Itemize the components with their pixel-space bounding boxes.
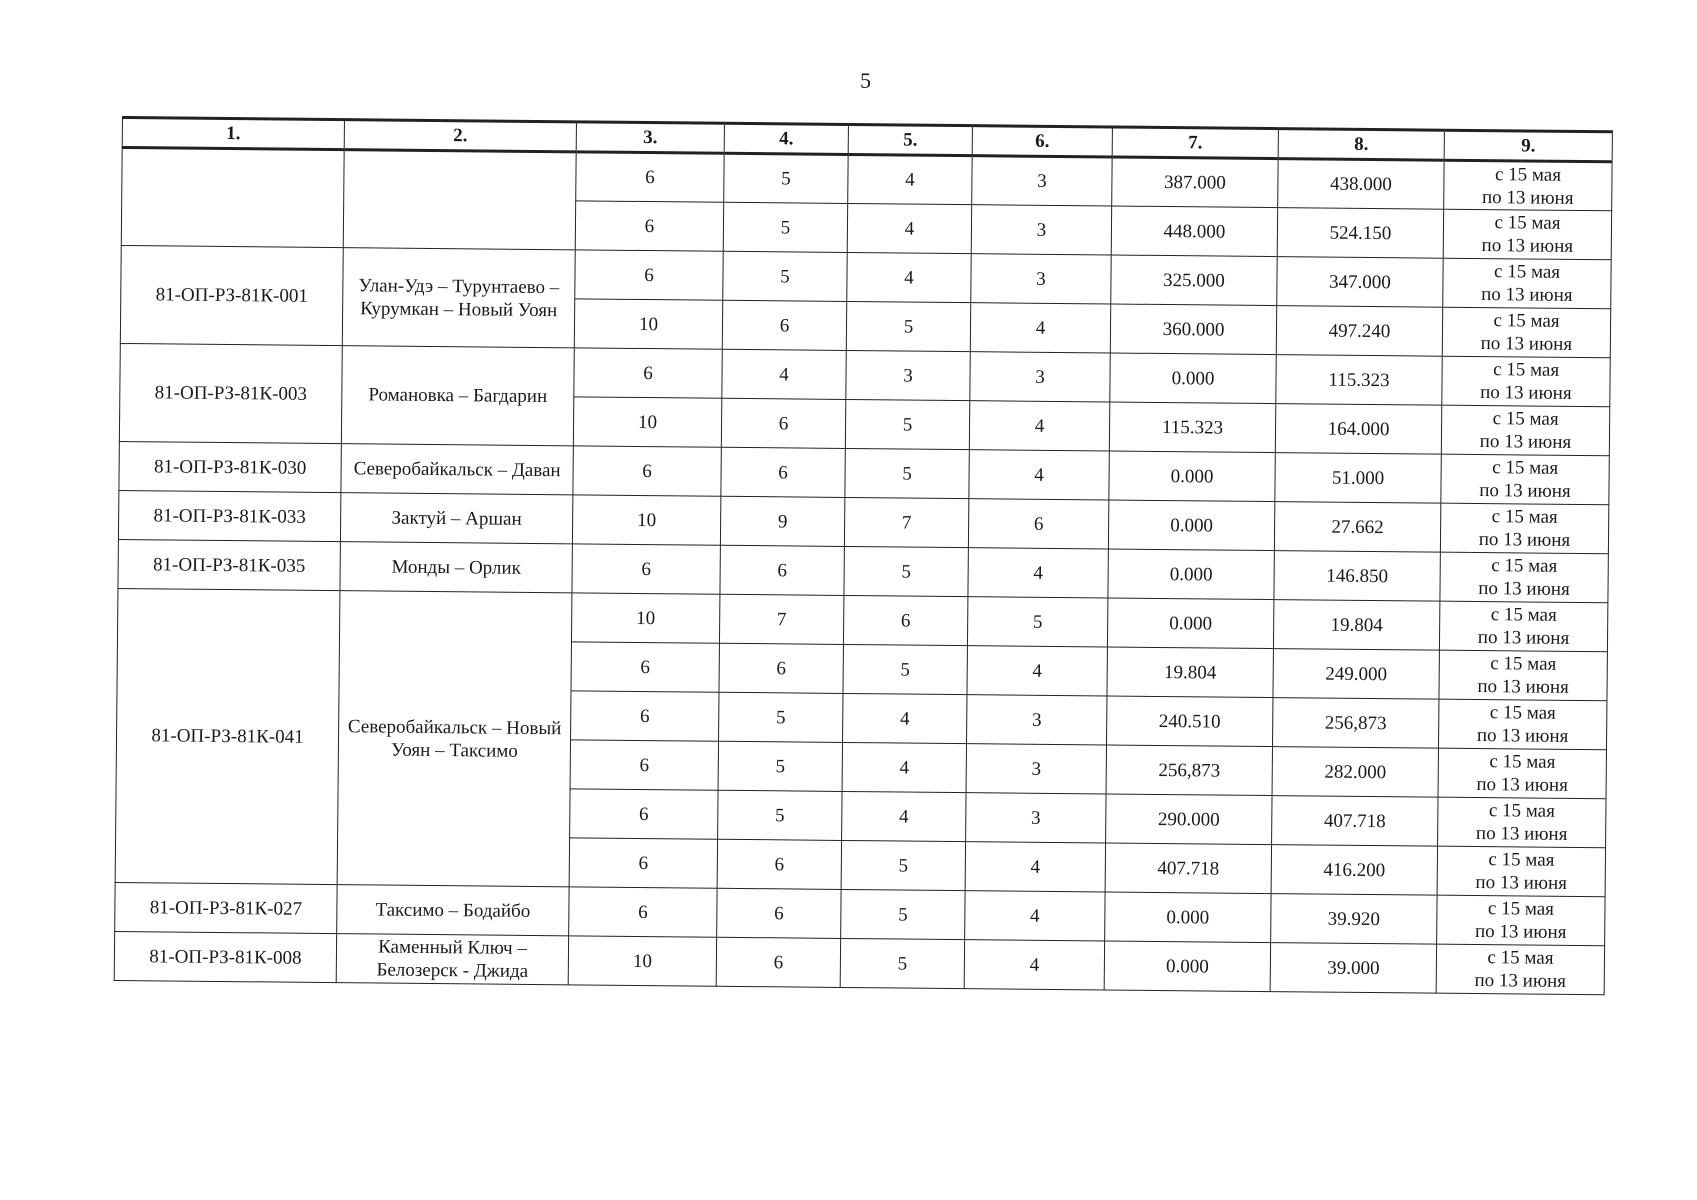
period-from: с 15 мая xyxy=(1494,212,1561,234)
axle-value-cell: 6 xyxy=(572,544,720,594)
period-from: с 15 мая xyxy=(1493,261,1561,283)
load-value-cell: 3 xyxy=(970,352,1110,402)
column-header: 2. xyxy=(344,120,576,152)
period-to: по 13 июня xyxy=(1481,186,1574,209)
period-cell xyxy=(1438,699,1606,750)
road-code-cell: 81-ОП-РЗ-81К-027 xyxy=(115,882,337,933)
km-end-cell: 497.240 xyxy=(1276,306,1442,357)
km-start-cell: 448.000 xyxy=(1111,206,1277,257)
load-value-cell: 5 xyxy=(845,399,969,449)
km-end-cell: 51.000 xyxy=(1275,453,1441,504)
period-from: с 15 мая xyxy=(1491,506,1558,528)
period-cell xyxy=(1440,552,1608,603)
period-to: по 13 июня xyxy=(1475,823,1568,845)
load-value-cell: 6 xyxy=(719,643,843,693)
road-code-cell: 81-ОП-РЗ-81К-035 xyxy=(118,539,340,590)
period-from: с 15 мая xyxy=(1488,800,1555,822)
km-end-cell: 249.000 xyxy=(1273,649,1439,700)
load-value-cell: 6 xyxy=(720,545,844,595)
period-cell xyxy=(1441,405,1609,456)
load-value-cell: 6 xyxy=(968,499,1108,549)
route-name-cell: Северобайкальск – Даван xyxy=(341,444,573,495)
km-end-cell: 416.200 xyxy=(1271,845,1437,896)
period-cell xyxy=(1443,209,1611,260)
load-value-cell: 4 xyxy=(965,891,1105,941)
km-end-cell: 347.000 xyxy=(1277,257,1443,308)
axle-value-cell: 10 xyxy=(568,936,716,986)
period-from: с 15 мая xyxy=(1488,849,1555,871)
km-start-cell: 0.000 xyxy=(1104,941,1270,992)
axle-value-cell: 10 xyxy=(572,495,720,545)
period-cell xyxy=(1437,895,1605,946)
road-code-cell: 81-ОП-РЗ-81К-001 xyxy=(120,245,343,345)
period-cell xyxy=(1442,356,1610,407)
road-code-cell xyxy=(121,148,344,248)
axle-value-cell: 6 xyxy=(575,201,723,251)
km-end-cell: 39.920 xyxy=(1271,894,1437,945)
page-number: 5 xyxy=(860,68,871,93)
column-header: 3. xyxy=(576,122,724,153)
load-value-cell: 7 xyxy=(719,594,843,644)
column-header: 9. xyxy=(1444,130,1612,162)
load-value-cell: 4 xyxy=(964,940,1104,990)
load-value-cell: 3 xyxy=(971,254,1111,304)
period-to: по 13 июня xyxy=(1476,774,1568,796)
load-value-cell: 3 xyxy=(972,156,1112,206)
km-start-cell: 0.000 xyxy=(1107,598,1273,649)
load-value-cell: 4 xyxy=(848,154,972,204)
period-from: с 15 мая xyxy=(1489,702,1556,724)
period-cell xyxy=(1442,307,1610,358)
load-value-cell: 6 xyxy=(843,595,967,645)
route-name-cell: Каменный Ключ – Белозерск - Джида xyxy=(336,934,568,985)
column-header: 8. xyxy=(1278,129,1444,161)
km-end-cell: 115.323 xyxy=(1276,355,1442,406)
period-to: по 13 июня xyxy=(1478,529,1571,551)
period-from: с 15 мая xyxy=(1492,457,1559,479)
km-start-cell: 407.718 xyxy=(1105,843,1271,894)
load-value-cell: 3 xyxy=(966,793,1106,843)
km-start-cell: 115.323 xyxy=(1109,402,1275,453)
axle-value-cell: 6 xyxy=(571,691,719,741)
axle-value-cell: 6 xyxy=(575,250,723,300)
km-end-cell: 146.850 xyxy=(1274,551,1440,602)
load-value-cell: 4 xyxy=(970,303,1110,353)
period-cell xyxy=(1439,650,1607,701)
column-header: 1. xyxy=(122,118,344,150)
period-from: с 15 мая xyxy=(1487,898,1555,920)
axle-value-cell: 6 xyxy=(570,789,718,839)
km-end-cell: 407.718 xyxy=(1272,796,1438,847)
axle-value-cell: 10 xyxy=(574,299,722,349)
load-value-cell: 5 xyxy=(845,448,969,498)
load-value-cell: 5 xyxy=(718,741,842,791)
route-name-cell: Таксимо – Бодайбо xyxy=(337,885,569,936)
km-start-cell: 360.000 xyxy=(1110,304,1276,355)
period-to: по 13 июня xyxy=(1478,578,1570,600)
km-start-cell: 19.804 xyxy=(1107,647,1273,698)
period-cell xyxy=(1440,503,1608,554)
period-from: с 15 мая xyxy=(1487,947,1554,969)
column-header: 4. xyxy=(724,123,848,154)
load-value-cell: 6 xyxy=(716,937,840,987)
column-header: 5. xyxy=(848,124,972,155)
period-to: по 13 июня xyxy=(1477,676,1569,698)
load-value-cell: 5 xyxy=(723,202,847,252)
axle-value-cell: 6 xyxy=(571,642,719,692)
km-start-cell: 0.000 xyxy=(1108,549,1274,600)
axle-value-cell: 6 xyxy=(576,152,724,202)
period-to: по 13 июня xyxy=(1481,284,1573,306)
load-value-cell: 6 xyxy=(721,398,845,448)
period-to: по 13 июня xyxy=(1480,333,1573,355)
period-to: по 13 июня xyxy=(1474,921,1567,943)
road-code-cell: 81-ОП-РЗ-81К-041 xyxy=(115,588,340,884)
km-start-cell: 387.000 xyxy=(1112,157,1278,208)
column-header: 7. xyxy=(1112,127,1278,159)
km-end-cell: 19.804 xyxy=(1273,600,1439,651)
period-to: по 13 июня xyxy=(1475,872,1568,894)
route-name-cell: Монды – Орлик xyxy=(340,542,572,593)
period-cell xyxy=(1441,454,1609,505)
period-cell xyxy=(1438,748,1606,799)
axle-value-cell: 6 xyxy=(570,740,718,790)
load-value-cell: 5 xyxy=(843,644,967,694)
axle-value-cell: 6 xyxy=(574,348,722,398)
route-name-cell: Романовка – Багдарин xyxy=(341,346,574,446)
km-start-cell: 290.000 xyxy=(1106,794,1272,845)
load-value-cell: 5 xyxy=(723,251,847,301)
load-value-cell: 5 xyxy=(844,546,968,596)
route-name-cell: Северобайкальск – Новый Уоян – Таксимо xyxy=(337,591,572,887)
load-value-cell: 4 xyxy=(968,548,1108,598)
period-from: с 15 мая xyxy=(1490,604,1557,626)
period-to: по 13 июня xyxy=(1477,627,1570,649)
km-end-cell: 164.000 xyxy=(1275,404,1441,455)
load-value-cell: 5 xyxy=(840,938,964,988)
road-code-cell: 81-ОП-РЗ-81К-008 xyxy=(114,931,336,982)
column-header: 6. xyxy=(972,126,1112,157)
load-value-cell: 6 xyxy=(717,888,841,938)
period-to: по 13 июня xyxy=(1479,431,1572,453)
period-from: с 15 мая xyxy=(1489,751,1556,773)
period-cell xyxy=(1444,160,1612,211)
load-value-cell: 5 xyxy=(718,790,842,840)
load-value-cell: 5 xyxy=(846,301,970,351)
load-value-cell: 7 xyxy=(844,497,968,547)
load-value-cell: 5 xyxy=(724,153,848,203)
load-value-cell: 5 xyxy=(841,889,965,939)
load-value-cell: 4 xyxy=(843,693,967,743)
km-start-cell: 240.510 xyxy=(1107,696,1273,747)
load-value-cell: 4 xyxy=(842,791,966,841)
km-end-cell: 27.662 xyxy=(1274,502,1440,553)
load-value-cell: 6 xyxy=(722,300,846,350)
period-cell xyxy=(1443,258,1611,309)
route-name-cell: Улан-Удэ – Турунтаево – Курумкан – Новый Уоян xyxy=(342,248,575,348)
km-end-cell: 256,873 xyxy=(1273,698,1439,749)
period-cell xyxy=(1439,601,1607,652)
period-from: с 15 мая xyxy=(1493,310,1560,332)
km-start-cell: 0.000 xyxy=(1108,500,1274,551)
load-value-cell: 9 xyxy=(720,496,844,546)
load-value-cell: 6 xyxy=(721,447,845,497)
km-end-cell: 524.150 xyxy=(1277,208,1443,259)
axle-value-cell: 10 xyxy=(573,397,721,447)
load-value-cell: 4 xyxy=(847,252,971,302)
load-value-cell: 5 xyxy=(719,692,843,742)
period-from: с 15 мая xyxy=(1494,163,1562,186)
load-value-cell: 4 xyxy=(847,203,971,253)
km-start-cell: 0.000 xyxy=(1109,451,1275,502)
road-code-cell: 81-ОП-РЗ-81К-033 xyxy=(118,490,340,541)
period-to: по 13 июня xyxy=(1481,235,1574,257)
load-value-cell: 4 xyxy=(969,401,1109,451)
axle-value-cell: 6 xyxy=(569,887,717,937)
period-to: по 13 июня xyxy=(1474,970,1567,992)
km-end-cell: 438.000 xyxy=(1278,159,1444,210)
axle-value-cell: 6 xyxy=(569,838,717,888)
km-end-cell: 39.000 xyxy=(1270,943,1436,994)
axle-value-cell: 6 xyxy=(573,446,721,496)
period-cell xyxy=(1437,846,1605,897)
route-name-cell xyxy=(343,150,576,250)
load-value-cell: 4 xyxy=(965,842,1105,892)
period-to: по 13 июня xyxy=(1476,725,1569,747)
road-restrictions-table xyxy=(114,116,1613,995)
load-value-cell: 4 xyxy=(967,646,1107,696)
load-value-cell: 6 xyxy=(717,839,841,889)
load-value-cell: 5 xyxy=(967,597,1107,647)
period-to: по 13 июня xyxy=(1479,480,1571,502)
table-body xyxy=(114,148,1612,995)
load-value-cell: 4 xyxy=(722,349,846,399)
road-code-cell: 81-ОП-РЗ-81К-030 xyxy=(119,441,341,492)
period-from: с 15 мая xyxy=(1490,653,1557,675)
road-code-cell: 81-ОП-РЗ-81К-003 xyxy=(119,343,342,443)
period-from: с 15 мая xyxy=(1493,359,1560,381)
km-start-cell: 256,873 xyxy=(1106,745,1272,796)
period-to: по 13 июня xyxy=(1480,382,1572,404)
km-start-cell: 325.000 xyxy=(1111,255,1277,306)
axle-value-cell: 10 xyxy=(571,593,719,643)
period-from: с 15 мая xyxy=(1491,555,1558,577)
load-value-cell: 5 xyxy=(841,840,965,890)
load-value-cell: 3 xyxy=(967,695,1107,745)
load-value-cell: 4 xyxy=(842,742,966,792)
load-value-cell: 3 xyxy=(966,744,1106,794)
period-from: с 15 мая xyxy=(1492,408,1559,430)
period-cell xyxy=(1438,797,1606,848)
route-name-cell: Зактуй – Аршан xyxy=(340,493,572,544)
load-value-cell: 3 xyxy=(971,205,1111,255)
period-cell xyxy=(1436,944,1604,995)
km-start-cell: 0.000 xyxy=(1105,892,1271,943)
load-value-cell: 3 xyxy=(846,350,970,400)
km-end-cell: 282.000 xyxy=(1272,747,1438,798)
km-start-cell: 0.000 xyxy=(1110,353,1276,404)
load-value-cell: 4 xyxy=(969,450,1109,500)
